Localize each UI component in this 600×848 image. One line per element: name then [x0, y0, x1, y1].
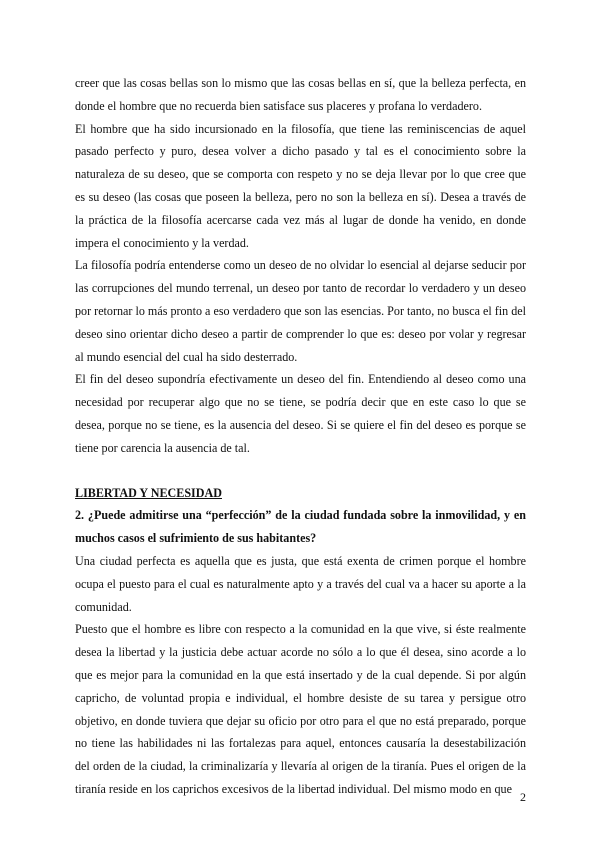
paragraph-philosophy-as-desire: La filosofía podría entenderse como un deseo de no olvidar lo esencial al dejarse seducir por las corrupciones del mundo terrenal, un deseo por tanto de recordar lo verdadero y un deseo por retornar lo más pronto a eso verdadero que son las esencias. Por tanto, no busca el fin del deseo sino orientar dicho deseo a partir de comprender lo que es: deseo por volar y regresar al mundo esencial del cual ha sido desterrado.: [75, 258, 526, 364]
section-title: LIBERTAD Y NECESIDAD: [75, 485, 222, 500]
paragraph-perfect-city: Una ciudad perfecta es aquella que es justa, que está exenta de crimen porque el hombre ocupa el puesto para el cual es naturalmente apto y a través del cual va a hacer su aporte a la comunidad.: [75, 553, 526, 614]
section-spacer: [75, 460, 526, 482]
paragraph-continuation: creer que las cosas bellas son lo mismo que las cosas bellas en sí, que la belleza perfecta, en donde el hombre que no recuerda bien satisface sus placeres y profana lo verdadero.: [75, 76, 526, 113]
page-body: [75, 72, 526, 801]
section-question: 2. ¿Puede admitirse una “perfección” de la ciudad fundada sobre la inmovilidad, y en muchos casos el sufrimiento de sus habitantes?: [75, 508, 526, 546]
paragraph-freedom-community: Puesto que el hombre es libre con respecto a la comunidad en la que vive, si éste realmente desea la libertad y la justicia debe actuar acorde no sólo a lo que él desea, sino acorde a lo que es mejor para la comunidad en la que está insertado y de la cual depende. Si por algún capricho, de voluntad propia e individual, el hombre desiste de su tarea y persigue otro objetivo, en donde tuviera que dejar su oficio por otro para el que no está preparado, porque no tiene las habilidades ni las fortalezas para aquel, entonces causaría la desestabilización del orden de la ciudad, la criminalizaría y llevaría al origen de la tiranía. Pues el origen de la tiranía reside en los caprichos excesivos de la libertad individual. Del mismo modo en que: [75, 622, 526, 796]
paragraph-philosopher-desire: El hombre que ha sido incursionado en la filosofía, que tiene las reminiscencias de aquel pasado perfecto y puro, desea volver a dicho pasado y tal es el conocimiento sobre la naturaleza de su deseo, que se comporta con respeto y no se deja llevar por lo que cree que es su deseo (las cosas que poseen la belleza, pero no son la belleza en sí). Desea a través de la práctica de la filosofía acercarse cada vez más al lugar de donde ha venido, en donde impera el conocimiento y la verdad.: [75, 121, 526, 250]
paragraph-end-of-desire: El fin del deseo supondría efectivamente un deseo del fin. Entendiendo al deseo como una necesidad por recuperar algo que no se tiene, se podría decir que en este caso lo que se desea, porque no se tiene, es la ausencia del deseo. Si se quiere el fin del deseo es porque se tiene por carencia la ausencia de tal.: [75, 372, 526, 455]
page-number: 2: [520, 790, 526, 804]
